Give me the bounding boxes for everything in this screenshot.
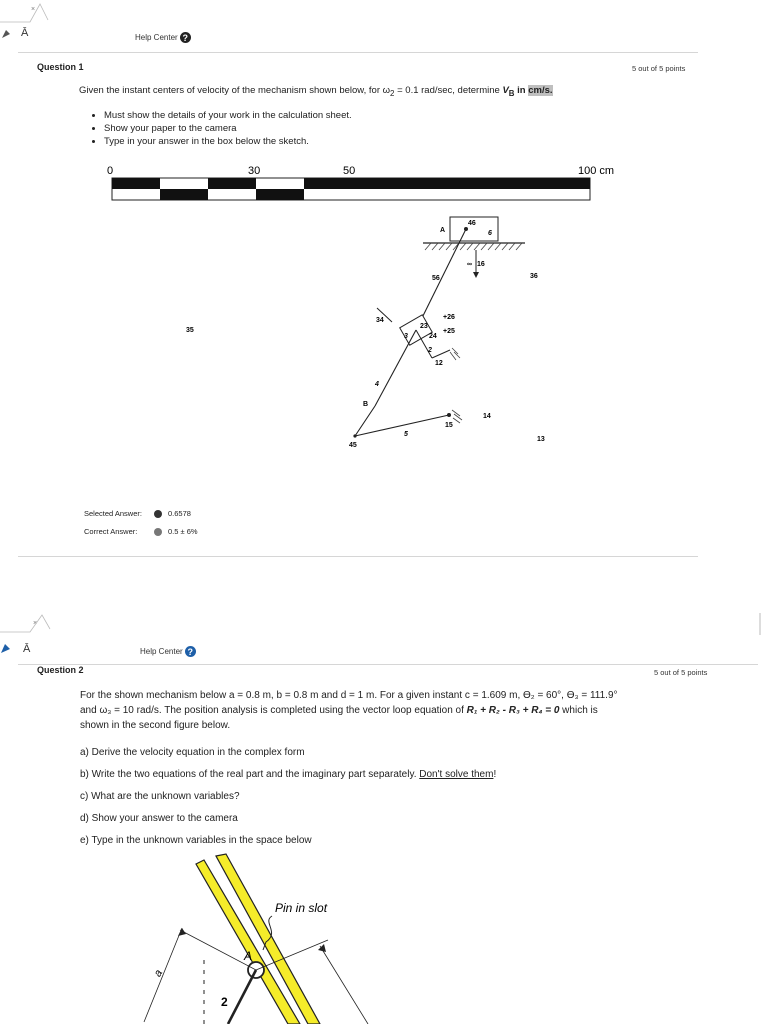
scale-tick-0: 0 — [107, 165, 114, 177]
correct-answer-row — [84, 527, 198, 536]
tab-outline — [0, 0, 768, 30]
label-2: 2 — [428, 347, 432, 354]
part-b-underlined: Don't solve them — [419, 769, 494, 780]
scale-bar — [100, 158, 640, 208]
accessibility-glyph: Ā — [21, 27, 29, 39]
scale-tick-100: 100 cm — [578, 165, 615, 177]
instruction-item: • Type in your answer in the box below the sketch. — [104, 135, 352, 148]
label-46: 46 — [468, 220, 476, 227]
part-e: e) Type in the unknown variables in the space below — [80, 835, 312, 846]
scale-tick-30: 30 — [248, 165, 261, 177]
selected-answer-label: Selected Answer: — [84, 509, 142, 518]
link-2-label: 2 — [221, 995, 228, 1009]
help-center-label: Help Center — [140, 647, 183, 656]
label-35: 35 — [186, 327, 194, 334]
label-A: A — [440, 227, 446, 234]
prompt-text-a: Given the instant centers of velocity of the mechanism shown below, for ω — [79, 85, 391, 96]
prompt-vsub: B — [508, 88, 515, 98]
prompt-text-c: in — [514, 85, 529, 96]
prompt-v: V — [502, 85, 509, 96]
help-center-label: Help Center — [135, 33, 178, 42]
label-13: 13 — [537, 436, 545, 443]
point-A-label: A — [244, 949, 253, 963]
vector-equation: R₁ + R₂ - R₃ + R₄ = 0 — [466, 705, 560, 716]
prompt-sub: 2 — [390, 88, 395, 98]
tab-outline — [0, 605, 768, 635]
label-45: 45 — [349, 442, 357, 449]
points-badge: 5 out of 5 points — [632, 64, 686, 73]
close-tab-icon[interactable]: × — [31, 6, 36, 13]
label-25: +25 — [443, 328, 455, 335]
user-icon — [0, 26, 16, 42]
label-4: 4 — [375, 381, 379, 388]
prompt-line-3: shown in the second figure below. — [80, 720, 231, 731]
label-5: 5 — [404, 431, 408, 438]
close-tab-icon[interactable]: × — [33, 620, 38, 627]
instructions-list — [92, 109, 352, 148]
divider — [18, 52, 698, 53]
correct-answer-value: 0.5 ± 6% — [168, 527, 198, 536]
question-prompt — [79, 85, 553, 98]
label-12: 12 — [435, 360, 443, 367]
selected-answer-value: 0.6578 — [168, 509, 191, 518]
length-a-label: a — [151, 967, 166, 979]
selected-answer-row — [84, 509, 191, 518]
label-B: B — [363, 401, 369, 408]
question-title: Question 2 — [37, 665, 84, 675]
help-question-icon: ? — [185, 646, 196, 657]
label-3: 3 — [404, 333, 408, 340]
part-b — [80, 767, 496, 782]
label-14: 14 — [483, 413, 491, 420]
question-prompt — [80, 688, 720, 733]
label-34: 34 — [376, 317, 384, 324]
prompt-text-b: = 0.1 rad/sec, determine — [394, 85, 503, 96]
label-inf: ∞ — [467, 261, 472, 268]
label-16: 16 — [477, 261, 485, 268]
points-badge: 5 out of 5 points — [654, 668, 708, 677]
part-b-post: ! — [493, 769, 497, 780]
prompt-line-2c: which is — [559, 705, 598, 716]
part-a: a) Derive the velocity equation in the complex form — [80, 747, 305, 758]
prompt-line-1: For the shown mechanism below a = 0.8 m, b = 0.8 m and d = 1 m. For a given instant c = 1.609 m, ϴ₂ = 60°, ϴ₃ = 111.9° — [80, 690, 618, 701]
help-question-icon: ? — [180, 32, 191, 43]
correct-answer-label: Correct Answer: — [84, 527, 138, 536]
mechanism-diagram — [170, 210, 570, 460]
help-center-link[interactable] — [135, 32, 191, 43]
question-title: Question 1 — [37, 62, 84, 72]
scale-tick-50: 50 — [343, 165, 356, 177]
divider — [18, 556, 698, 557]
pin-in-slot-label: Pin in slot — [275, 901, 328, 915]
prompt-unit: cm/s. — [528, 85, 553, 96]
instruction-item: • Must show the details of your work in the calculation sheet. — [104, 109, 352, 122]
slot-figure — [120, 850, 380, 1024]
label-36: 36 — [530, 273, 538, 280]
label-26: +26 — [443, 314, 455, 321]
label-24: 24 — [429, 333, 437, 340]
part-d: d) Show your answer to the camera — [80, 813, 238, 824]
check-icon — [154, 528, 162, 536]
incorrect-icon — [154, 510, 162, 518]
user-icon — [0, 641, 16, 657]
label-23: 23 — [420, 323, 428, 330]
part-b-text: b) Write the two equations of the real part and the imaginary part separately. — [80, 769, 420, 780]
divider — [18, 664, 758, 665]
help-center-link[interactable] — [140, 646, 196, 657]
prompt-line-2a: and ω₃ = 10 rad/s. The position analysis is completed using the vector loop equation of — [80, 705, 467, 716]
label-56: 56 — [432, 275, 440, 282]
prompt-line-2 — [80, 703, 720, 718]
part-c: c) What are the unknown variables? — [80, 791, 240, 802]
label-15: 15 — [445, 422, 453, 429]
instruction-item: • Show your paper to the camera — [104, 122, 352, 135]
accessibility-glyph: Ā — [23, 643, 31, 655]
label-6: 6 — [488, 230, 492, 237]
